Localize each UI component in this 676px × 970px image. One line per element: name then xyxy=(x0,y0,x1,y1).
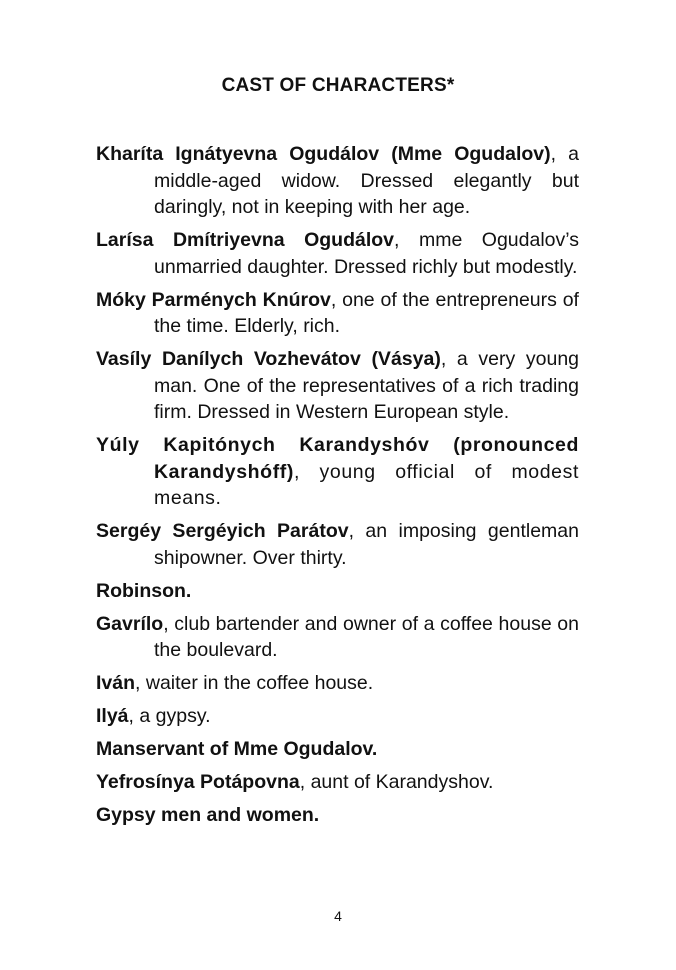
cast-entry xyxy=(96,287,579,340)
character-description: , a middle-aged widow. Dressed elegantly but daringly, not in keeping with her age. xyxy=(154,143,580,218)
cast-entry xyxy=(96,432,579,512)
character-description: , aunt of Karandyshov. xyxy=(299,771,494,793)
cast-entry xyxy=(96,670,579,697)
character-name: Sergéy Sergéyich Parátov xyxy=(96,520,349,542)
cast-entry xyxy=(96,518,579,571)
character-name: Larísa Dmítriyevna Ogudálov xyxy=(96,229,395,251)
character-name: Robinson. xyxy=(96,579,192,602)
character-description: , young official of modest means. xyxy=(154,460,579,509)
character-name: Iván xyxy=(96,672,136,694)
character-name: Vasíly Danílych Vozhevátov (Vásya) xyxy=(96,348,441,370)
character-description: , one of the entrepreneurs of the time. Elderly, rich. xyxy=(154,288,579,337)
character-name: Gavrílo xyxy=(96,612,164,635)
character-name: Kharíta Ignátyevna Ogudálov (Mme Ogudalov) xyxy=(96,143,551,165)
character-description: , an imposing gentleman shipowner. Over thirty. xyxy=(154,520,579,569)
character-description: , a gypsy. xyxy=(128,705,211,727)
cast-entry xyxy=(96,141,579,221)
character-name: Manservant of Mme Ogudalov. xyxy=(96,738,378,760)
cast-entry xyxy=(96,227,579,280)
character-description: , waiter in the coffee house. xyxy=(135,672,374,694)
cast-entry xyxy=(96,736,579,763)
character-name: Yúly Kapitónych Karandyshóv (pronounced Karandyshóff) xyxy=(96,434,579,483)
page-heading: CAST OF CHARACTERS* xyxy=(221,75,455,96)
character-name: Gypsy men and women. xyxy=(96,804,320,826)
character-description: , club bartender and owner of a coffee house on the boulevard. xyxy=(154,612,579,661)
character-description: , mme Ogudalov’s unmarried daughter. Dressed richly but modestly. xyxy=(154,229,580,278)
cast-entry xyxy=(96,611,579,664)
cast-entry xyxy=(96,346,579,426)
cast-entry xyxy=(96,703,579,730)
cast-entry xyxy=(96,578,579,605)
cast-entry xyxy=(96,802,579,829)
cast-entry xyxy=(96,769,579,796)
character-description: , a very young man. One of the representatives of a rich trading firm. Dressed in Western European style. xyxy=(154,348,580,423)
character-name: Móky Parménych Knúrov xyxy=(96,288,331,311)
cast-list xyxy=(96,141,579,835)
page-number: 4 xyxy=(334,908,342,924)
character-name: Ilyá xyxy=(96,705,129,727)
character-name: Yefrosínya Potápovna xyxy=(96,771,300,793)
